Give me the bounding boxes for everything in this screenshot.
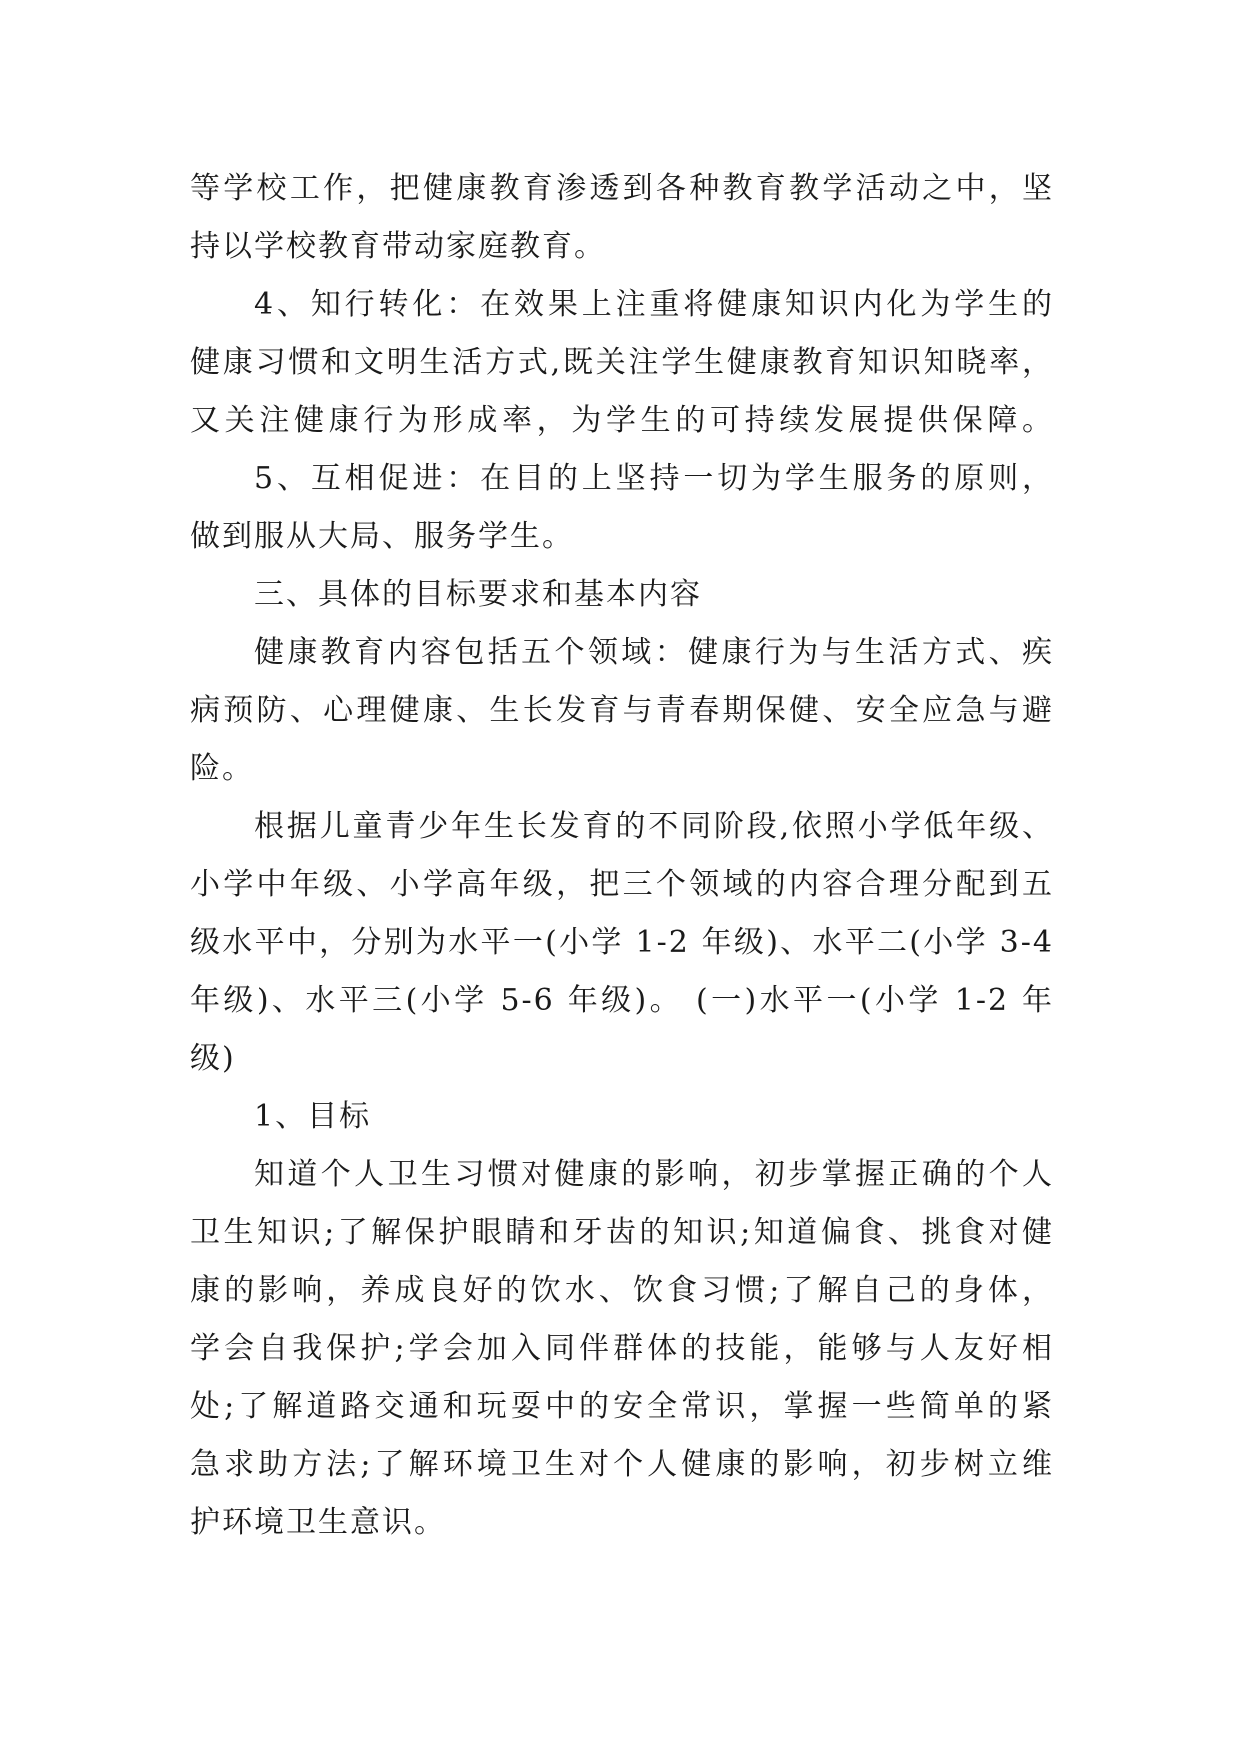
- text-line: 健康习惯和文明生活方式,既关注学生健康教育知识知晓率，: [190, 345, 1054, 380]
- text-line: 知道个人卫生习惯对健康的影响，初步掌握正确的个人: [254, 1157, 1054, 1192]
- text-line: 又关注健康行为形成率，为学生的可持续发展提供保障。: [190, 403, 1054, 438]
- text-line: 处;了解道路交通和玩耍中的安全常识，掌握一些简单的紧: [190, 1389, 1054, 1424]
- text-line: 健康教育内容包括五个领域：健康行为与生活方式、疾: [254, 635, 1054, 670]
- text-line: 护环境卫生意识。: [190, 1505, 446, 1540]
- text-line: 等学校工作，把健康教育渗透到各种教育教学活动之中，坚: [190, 171, 1054, 206]
- text-line: 4、知行转化：在效果上注重将健康知识内化为学生的: [254, 287, 1054, 322]
- text-line: 急求助方法;了解环境卫生对个人健康的影响，初步树立维: [190, 1447, 1054, 1482]
- text-line: 小学中年级、小学高年级，把三个领域的内容合理分配到五: [190, 867, 1054, 902]
- text-line: 根据儿童青少年生长发育的不同阶段,依照小学低年级、: [254, 809, 1054, 844]
- document-body: [190, 160, 1054, 1552]
- text-line: 持以学校教育带动家庭教育。: [190, 229, 606, 264]
- text-line: 学会自我保护;学会加入同伴群体的技能，能够与人友好相: [190, 1331, 1054, 1366]
- text-line: 康的影响，养成良好的饮水、饮食习惯;了解自己的身体，: [190, 1273, 1054, 1308]
- text-line: 级): [190, 1041, 236, 1076]
- text-line: 5、互相促进：在目的上坚持一切为学生服务的原则，: [254, 461, 1054, 496]
- section-heading: 三、具体的目标要求和基本内容: [254, 577, 702, 612]
- text-line: 年级)、水平三(小学 5-6 年级)。 (一)水平一(小学 1-2 年: [190, 983, 1054, 1018]
- text-line: 险。: [190, 751, 254, 786]
- text-line: 做到服从大局、服务学生。: [190, 519, 574, 554]
- subsection-heading: 1、目标: [254, 1099, 372, 1134]
- text-line: 病预防、心理健康、生长发育与青春期保健、安全应急与避: [190, 693, 1054, 728]
- text-line: 卫生知识;了解保护眼睛和牙齿的知识;知道偏食、挑食对健: [190, 1215, 1054, 1250]
- text-line: 级水平中，分别为水平一(小学 1-2 年级)、水平二(小学 3-4: [190, 925, 1054, 960]
